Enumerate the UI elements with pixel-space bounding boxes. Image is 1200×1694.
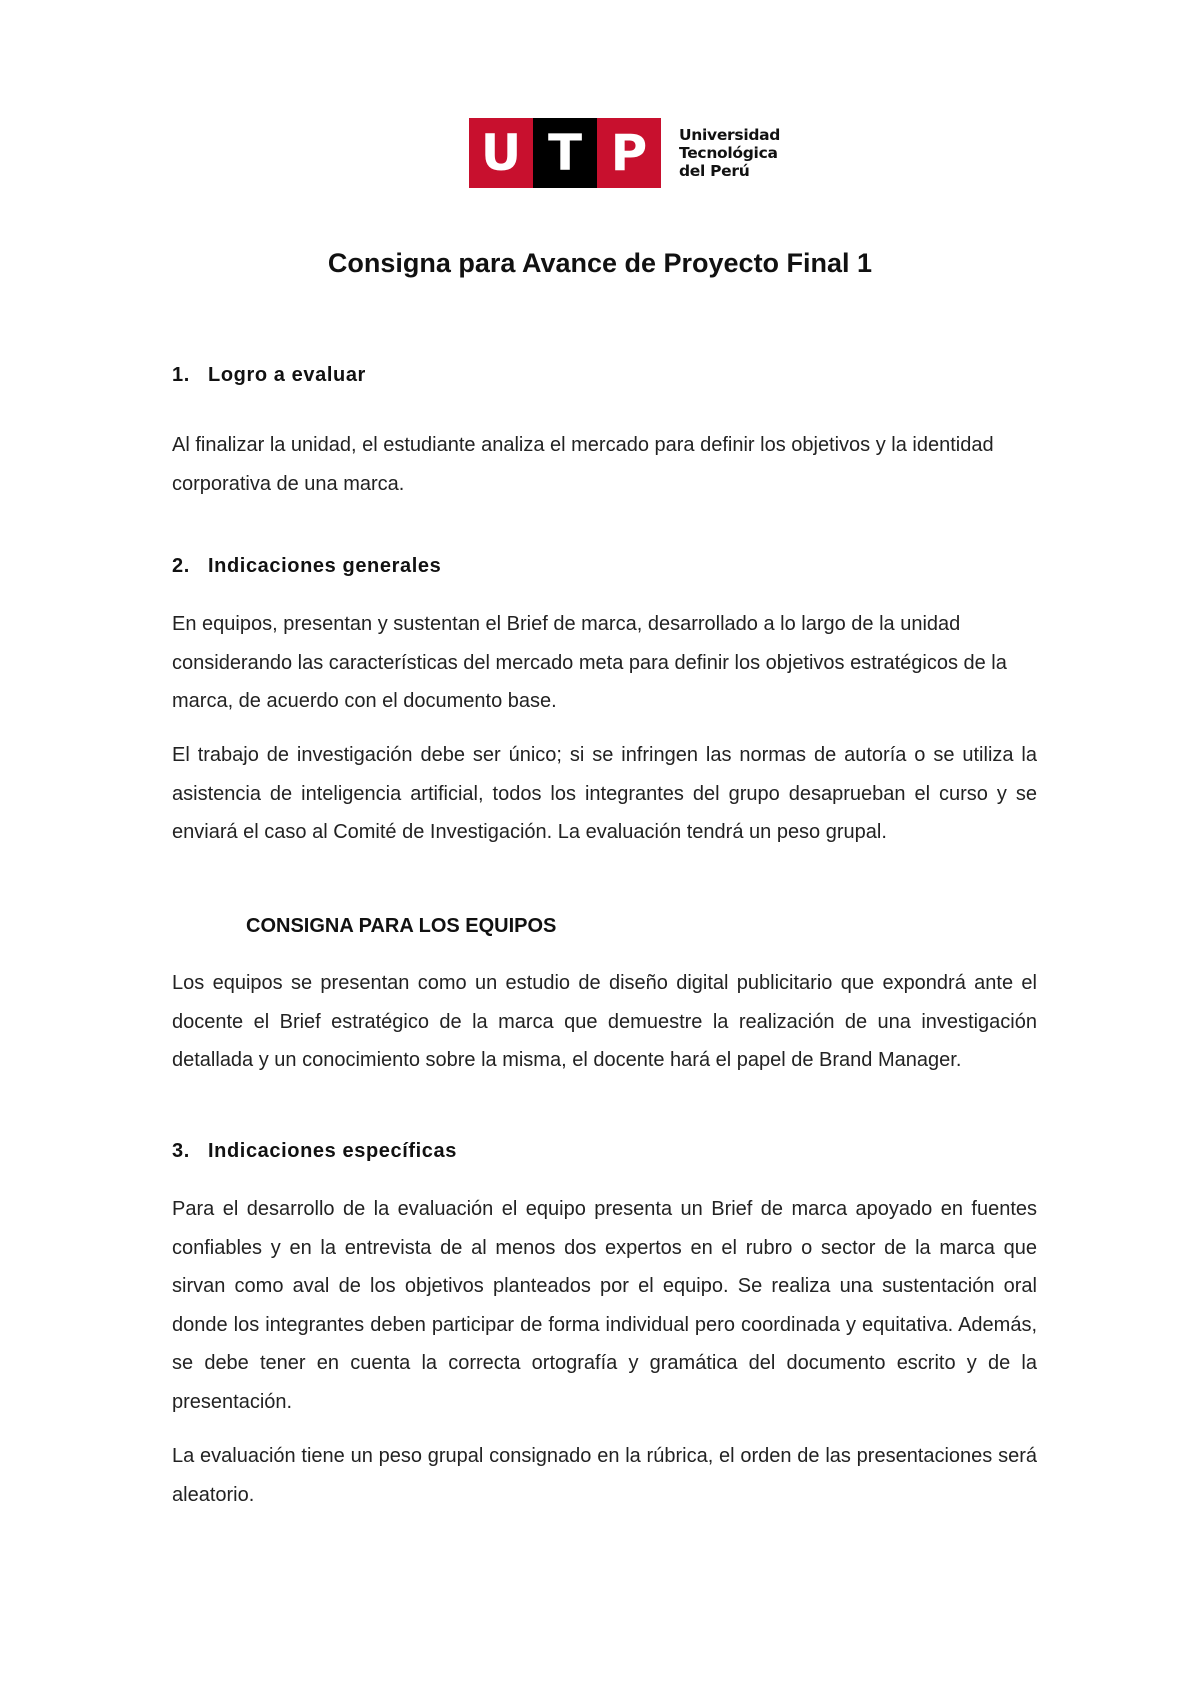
section-3-paragraph-2: La evaluación tiene un peso grupal consignado en la rúbrica, el orden de las presentaciones será aleatorio. xyxy=(172,1445,1037,1506)
section-3-paragraph-1: Para el desarrollo de la evaluación el equipo presenta un Brief de marca apoyado en fuentes confiables y en la entrevista de al menos dos expertos en el rubro o sector de la marca que sirvan como aval de los objetivos planteados por el equipo. Se realiza una sustentación oral donde los integrantes deben participar de forma individual pero coordinada y equitativa. Además, se debe tener en cuenta la correcta ortografía y gramática del documento escrito y de la presentación. xyxy=(172,1198,1037,1413)
logo-name-line-3: del Perú xyxy=(679,162,750,180)
consigna-paragraph: Los equipos se presentan como un estudio de diseño digital publicitario que expondrá ante el docente el Brief estratégico de la marca que demuestre la realización de una investigación detallada y un conocimiento sobre la misma, el docente hará el papel de Brand Manager. xyxy=(172,972,1037,1071)
section-2-number: 2. xyxy=(172,555,190,577)
section-1-heading xyxy=(172,364,366,387)
logo-letter-t: T xyxy=(533,118,597,188)
consigna-heading: CONSIGNA PARA LOS EQUIPOS xyxy=(246,915,557,937)
section-2-heading xyxy=(172,555,441,578)
utp-logo xyxy=(469,118,780,188)
section-2-paragraph-1: En equipos, presentan y sustentan el Brief de marca, desarrollado a lo largo de la unidad considerando las características del mercado meta para definir los objetivos estratégicos de la marca, de acuerdo con el documento base. xyxy=(172,613,1007,712)
logo-name-line-2: Tecnológica xyxy=(679,144,778,162)
section-1-title: Logro a evaluar xyxy=(208,364,366,386)
logo-university-name xyxy=(679,118,780,188)
document-title: Consigna para Avance de Proyecto Final 1 xyxy=(327,248,873,278)
section-2-paragraph-2: El trabajo de investigación debe ser único; si se infringen las normas de autoría o se utiliza la asistencia de inteligencia artificial, todos los integrantes del grupo desaprueban el curso y se enviará el caso al Comité de Investigación. La evaluación tendrá un peso grupal. xyxy=(172,744,1037,843)
section-3-number: 3. xyxy=(172,1140,190,1162)
section-1-paragraph: Al finalizar la unidad, el estudiante analiza el mercado para definir los objetivos y la identidad corporativa de una marca. xyxy=(172,434,994,495)
section-2-title: Indicaciones generales xyxy=(208,555,442,577)
section-3-heading xyxy=(172,1140,457,1163)
logo-letter-u: U xyxy=(469,118,533,188)
logo-letter-p: P xyxy=(597,118,661,188)
section-1-number: 1. xyxy=(172,364,190,386)
logo-name-line-1: Universidad xyxy=(679,126,781,144)
section-3-title: Indicaciones específicas xyxy=(208,1140,457,1162)
